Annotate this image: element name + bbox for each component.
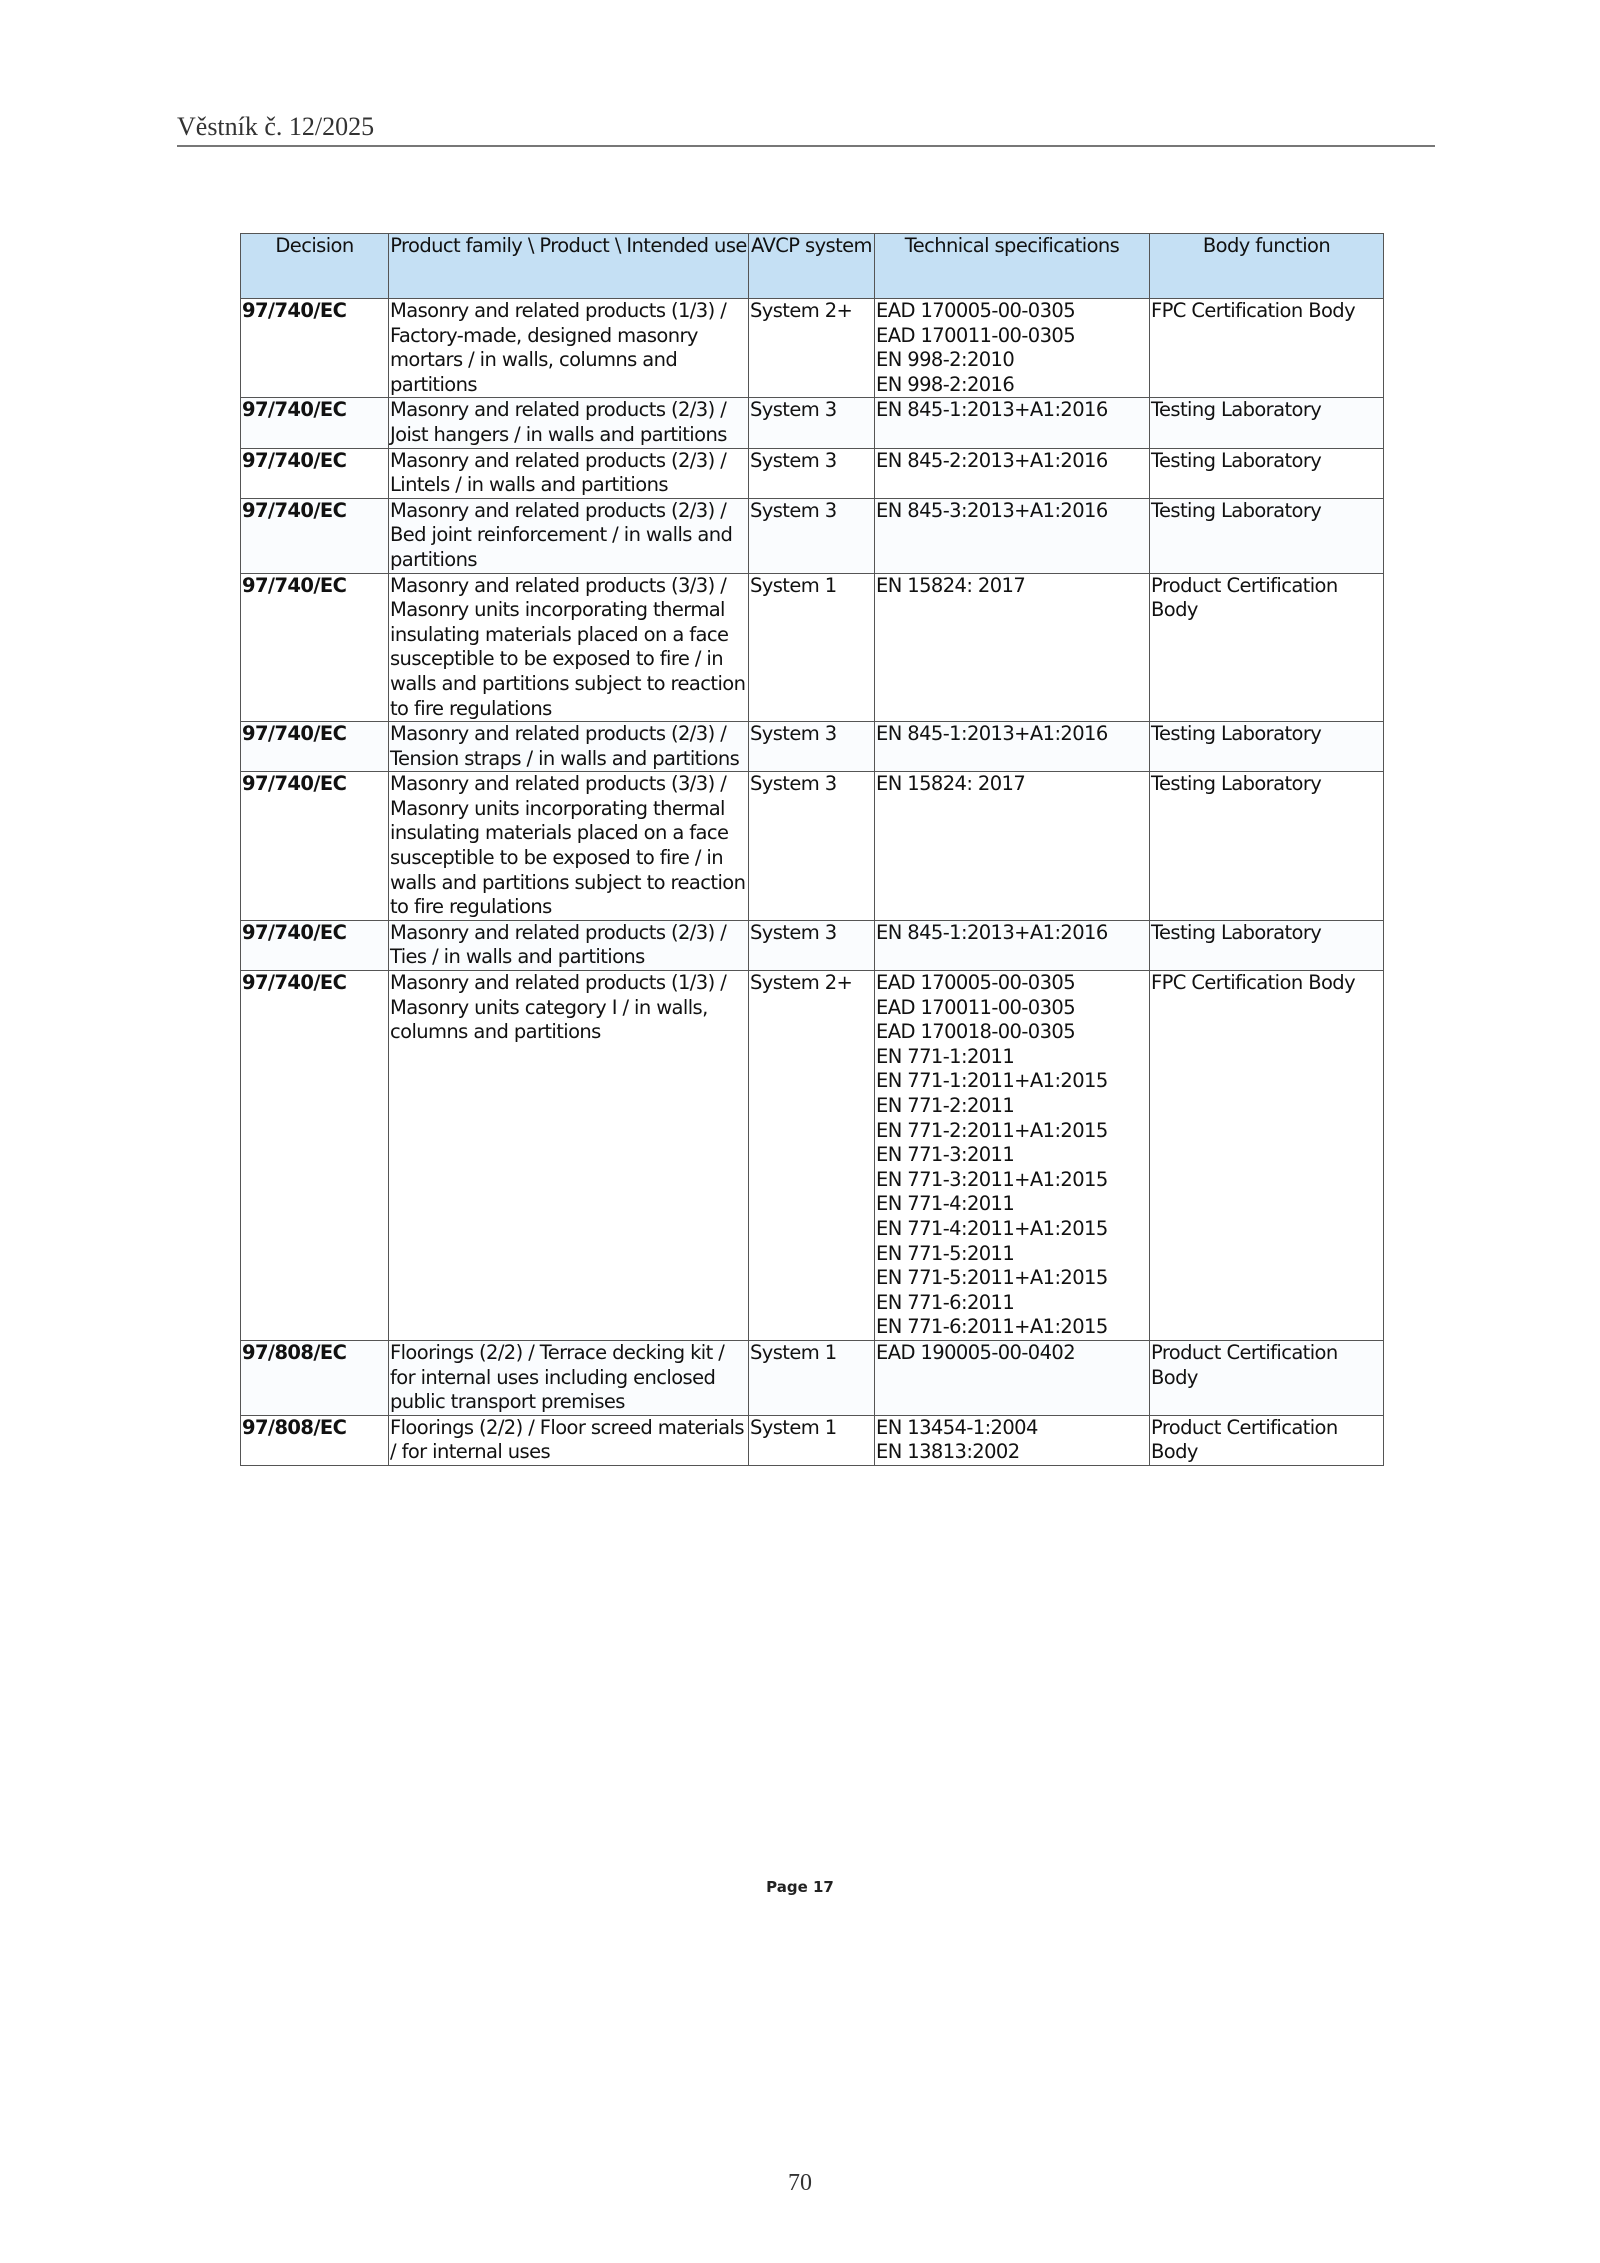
decision-cell: 97/740/EC (241, 299, 389, 398)
table-row (241, 299, 1384, 398)
spec-line: EN 771-1:2011+A1:2015 (876, 1069, 1108, 1093)
spec-line: EAD 170011-00-0305 (876, 323, 1076, 347)
body-function-cell: Product Certification Body (1150, 1415, 1384, 1465)
body-function-cell: Product Certification Body (1150, 573, 1384, 722)
table-row (241, 1340, 1384, 1415)
spec-line: EN 771-3:2011 (876, 1143, 1015, 1167)
spec-line: EN 13454-1:2004 (876, 1415, 1038, 1439)
spec-line: EN 845-1:2013+A1:2016 (876, 722, 1108, 746)
product-cell: Masonry and related products (2/3) / Joist hangers / in walls and partitions (389, 398, 749, 448)
body-function-cell: Testing Laboratory (1150, 722, 1384, 772)
avcp-cell: System 3 (749, 448, 875, 498)
column-header-decision: Decision (241, 234, 389, 299)
spec-line: EAD 190005-00-0402 (876, 1340, 1076, 1364)
column-header-body: Body function (1150, 234, 1384, 299)
inner-page-label: Page 17 (766, 1878, 834, 1896)
avcp-cell: System 1 (749, 1340, 875, 1415)
spec-line: EN 15824: 2017 (876, 573, 1026, 597)
spec-line: EAD 170018-00-0305 (876, 1020, 1076, 1044)
spec-line: EN 845-1:2013+A1:2016 (876, 398, 1108, 422)
specs-cell (875, 772, 1150, 921)
spec-line: EAD 170005-00-0305 (876, 299, 1076, 322)
spec-line: EN 771-1:2011 (876, 1044, 1015, 1068)
spec-line: EAD 170005-00-0305 (876, 971, 1076, 995)
avcp-cell: System 1 (749, 573, 875, 722)
body-function-cell: Testing Laboratory (1150, 920, 1384, 970)
header-divider (177, 145, 1435, 147)
specs-cell (875, 573, 1150, 722)
spec-line: EN 845-1:2013+A1:2016 (876, 920, 1108, 944)
table-header-row (241, 234, 1384, 299)
table-row (241, 398, 1384, 448)
spec-line: EN 998-2:2016 (876, 372, 1015, 396)
spec-line: EN 15824: 2017 (876, 772, 1026, 796)
spec-line: EAD 170011-00-0305 (876, 995, 1076, 1019)
journal-header-title: Věstník č. 12/2025 (177, 112, 375, 141)
table-row (241, 448, 1384, 498)
spec-line: EN 771-4:2011+A1:2015 (876, 1216, 1108, 1240)
product-cell: Masonry and related products (3/3) / Masonry units incorporating thermal insulating materials placed on a face susceptible to be exposed to fire / in walls and partitions subject to reaction to fire regulations (389, 573, 749, 722)
table-body (241, 299, 1384, 1466)
spec-line: EN 771-6:2011 (876, 1290, 1015, 1314)
avcp-cell: System 3 (749, 772, 875, 921)
column-header-avcp: AVCP system (749, 234, 875, 299)
product-cell: Masonry and related products (2/3) / Bed joint reinforcement / in walls and partitions (389, 498, 749, 573)
spec-line: EN 771-6:2011+A1:2015 (876, 1315, 1108, 1339)
table-row (241, 573, 1384, 722)
column-header-product: Product family \ Product \ Intended use (389, 234, 749, 299)
decision-cell: 97/740/EC (241, 448, 389, 498)
avcp-cell: System 3 (749, 498, 875, 573)
product-cell: Floorings (2/2) / Terrace decking kit / for internal uses including enclosed public transport premises (389, 1340, 749, 1415)
spec-line: EN 845-2:2013+A1:2016 (876, 448, 1108, 472)
avcp-cell: System 1 (749, 1415, 875, 1465)
decision-cell: 97/740/EC (241, 772, 389, 921)
spec-line: EN 771-4:2011 (876, 1192, 1015, 1216)
body-function-cell: FPC Certification Body (1150, 971, 1384, 1341)
body-function-cell: Testing Laboratory (1150, 772, 1384, 921)
avcp-cell: System 2+ (749, 299, 875, 398)
specs-cell (875, 498, 1150, 573)
spec-line: EN 845-3:2013+A1:2016 (876, 498, 1108, 522)
specs-cell (875, 448, 1150, 498)
avcp-table (240, 233, 1384, 1466)
spec-line: EN 771-5:2011+A1:2015 (876, 1266, 1108, 1290)
body-function-cell: Testing Laboratory (1150, 398, 1384, 448)
table-row (241, 971, 1384, 1341)
table-row (241, 722, 1384, 772)
spec-line: EN 13813:2002 (876, 1440, 1020, 1464)
body-function-cell: Product Certification Body (1150, 1340, 1384, 1415)
table-row (241, 920, 1384, 970)
table-row (241, 772, 1384, 921)
table-row (241, 1415, 1384, 1465)
product-cell: Masonry and related products (2/3) / Ties / in walls and partitions (389, 920, 749, 970)
spec-line: EN 771-2:2011+A1:2015 (876, 1118, 1108, 1142)
decision-cell: 97/740/EC (241, 971, 389, 1341)
page-number: 70 (788, 2170, 812, 2196)
decision-cell: 97/808/EC (241, 1340, 389, 1415)
avcp-cell: System 3 (749, 398, 875, 448)
product-cell: Masonry and related products (2/3) / Tension straps / in walls and partitions (389, 722, 749, 772)
specs-cell (875, 920, 1150, 970)
specs-cell (875, 1340, 1150, 1415)
product-cell: Floorings (2/2) / Floor screed materials / for internal uses (389, 1415, 749, 1465)
product-cell: Masonry and related products (3/3) / Masonry units incorporating thermal insulating materials placed on a face susceptible to be exposed to fire / in walls and partitions subject to reaction to fire regulations (389, 772, 749, 921)
body-function-cell: FPC Certification Body (1150, 299, 1384, 398)
spec-line: EN 771-3:2011+A1:2015 (876, 1167, 1108, 1191)
avcp-cell: System 2+ (749, 971, 875, 1341)
decision-cell: 97/740/EC (241, 920, 389, 970)
avcp-cell: System 3 (749, 920, 875, 970)
specs-cell (875, 971, 1150, 1341)
decision-cell: 97/740/EC (241, 573, 389, 722)
decision-cell: 97/740/EC (241, 722, 389, 772)
product-cell: Masonry and related products (2/3) / Lintels / in walls and partitions (389, 448, 749, 498)
specs-cell (875, 722, 1150, 772)
specs-cell (875, 299, 1150, 398)
specs-cell (875, 398, 1150, 448)
body-function-cell: Testing Laboratory (1150, 448, 1384, 498)
body-function-cell: Testing Laboratory (1150, 498, 1384, 573)
decision-cell: 97/740/EC (241, 398, 389, 448)
table-row (241, 498, 1384, 573)
column-header-specs: Technical specifications (875, 234, 1150, 299)
avcp-cell: System 3 (749, 722, 875, 772)
spec-line: EN 771-2:2011 (876, 1094, 1015, 1117)
product-cell: Masonry and related products (1/3) / Factory-made, designed masonry mortars / in walls, columns and partitions (389, 299, 749, 398)
spec-line: EN 771-5:2011 (876, 1241, 1015, 1265)
specs-cell (875, 1415, 1150, 1465)
spec-line: EN 998-2:2010 (876, 348, 1015, 372)
decision-cell: 97/808/EC (241, 1415, 389, 1465)
product-cell: Masonry and related products (1/3) / Masonry units category I / in walls, columns and partitions (389, 971, 749, 1341)
decision-cell: 97/740/EC (241, 498, 389, 573)
